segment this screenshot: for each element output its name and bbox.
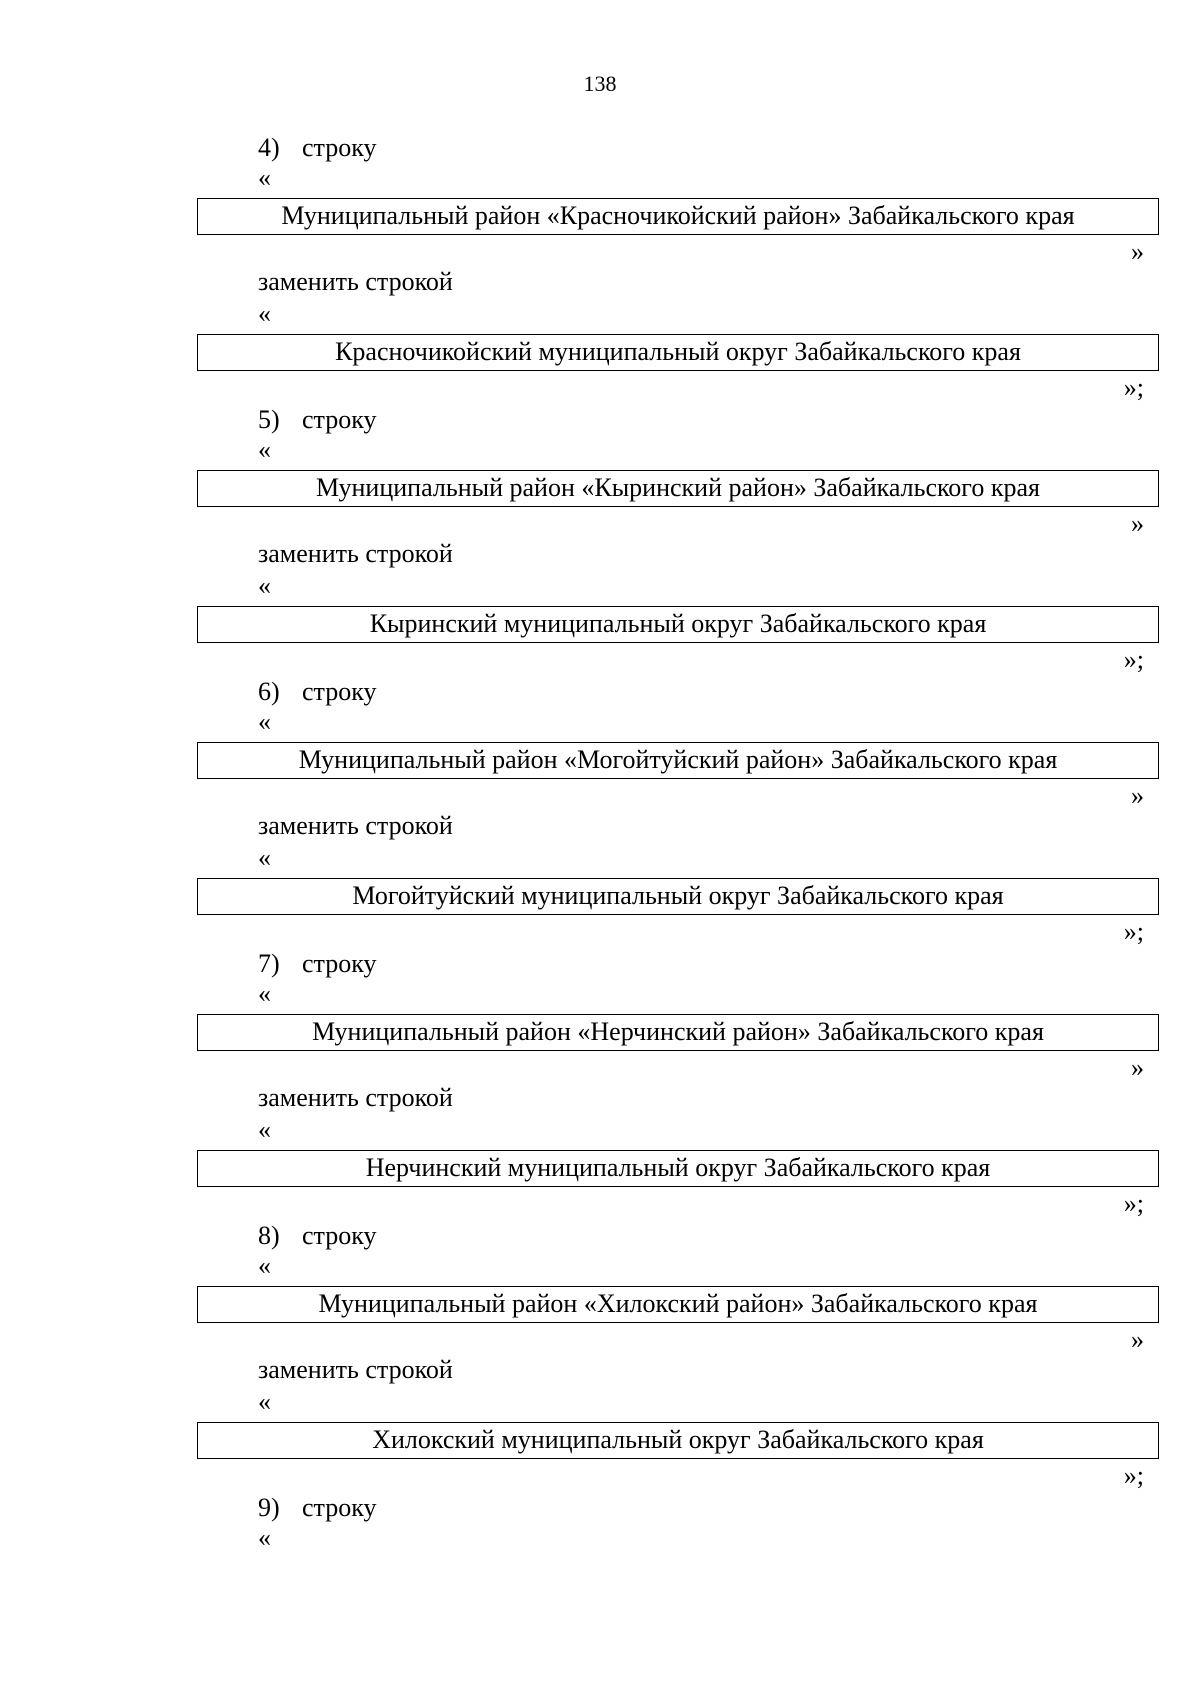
open-quote-new: « [258, 299, 271, 328]
amendment-item-9 [0, 1492, 1200, 1572]
amendment-item-7 [0, 948, 1200, 1220]
new-row-box: Могойтуйский муниципальный округ Забайкальского края [197, 878, 1159, 915]
close-quote: » [1131, 1325, 1144, 1354]
item-heading [258, 1492, 376, 1524]
new-row-box: Красночикойский муниципальный округ Забайкальского края [197, 334, 1159, 371]
close-quote-new: »; [1123, 1461, 1144, 1490]
close-quote-new: »; [1123, 917, 1144, 946]
amendment-item-8 [0, 1220, 1200, 1492]
item-heading [258, 1220, 376, 1252]
close-quote-new: »; [1123, 373, 1144, 402]
new-row-box: Кыринский муниципальный округ Забайкальского края [197, 606, 1159, 643]
close-quote-new: »; [1123, 645, 1144, 674]
item-word: строку [302, 1493, 377, 1522]
open-quote-new: « [258, 843, 271, 872]
amendment-item-4 [0, 132, 1200, 404]
old-row-box: Муниципальный район «Красночикойский район» Забайкальского края [197, 198, 1159, 235]
open-quote: « [258, 707, 271, 736]
item-number: 9) [258, 1493, 280, 1522]
new-row-box: Хилокский муниципальный округ Забайкальского края [197, 1422, 1159, 1459]
close-quote-new: »; [1123, 1189, 1144, 1218]
replace-instruction: заменить строкой [258, 1355, 453, 1384]
page-number: 138 [583, 71, 617, 96]
close-quote: » [1131, 781, 1144, 810]
item-word: строку [302, 677, 377, 706]
item-number: 6) [258, 677, 280, 706]
item-word: строку [302, 133, 377, 162]
old-row-box: Муниципальный район «Могойтуйский район» Забайкальского края [197, 742, 1159, 779]
old-row-box: Муниципальный район «Кыринский район» Забайкальского края [197, 470, 1159, 507]
old-row-box: Муниципальный район «Хилокский район» Забайкальского края [197, 1286, 1159, 1323]
open-quote: « [258, 979, 271, 1008]
item-heading [258, 404, 376, 436]
amendment-item-5 [0, 404, 1200, 676]
item-word: строку [302, 949, 377, 978]
replace-instruction: заменить строкой [258, 539, 453, 568]
item-heading [258, 676, 376, 708]
open-quote: « [258, 435, 271, 464]
open-quote-new: « [258, 1115, 271, 1144]
open-quote: « [258, 1251, 271, 1280]
replace-instruction: заменить строкой [258, 811, 453, 840]
close-quote: » [1131, 509, 1144, 538]
amendment-item-6 [0, 676, 1200, 948]
item-number: 5) [258, 405, 280, 434]
item-number: 8) [258, 1221, 280, 1250]
replace-instruction: заменить строкой [258, 267, 453, 296]
item-number: 7) [258, 949, 280, 978]
item-word: строку [302, 405, 377, 434]
open-quote-new: « [258, 1387, 271, 1416]
item-word: строку [302, 1221, 377, 1250]
open-quote: « [258, 163, 271, 192]
item-number: 4) [258, 133, 280, 162]
item-heading [258, 948, 376, 980]
open-quote: « [258, 1523, 271, 1552]
item-heading [258, 132, 376, 164]
replace-instruction: заменить строкой [258, 1083, 453, 1112]
new-row-box: Нерчинский муниципальный округ Забайкальского края [197, 1150, 1159, 1187]
close-quote: » [1131, 237, 1144, 266]
old-row-box: Муниципальный район «Нерчинский район» Забайкальского края [197, 1014, 1159, 1051]
open-quote-new: « [258, 571, 271, 600]
close-quote: » [1131, 1053, 1144, 1082]
